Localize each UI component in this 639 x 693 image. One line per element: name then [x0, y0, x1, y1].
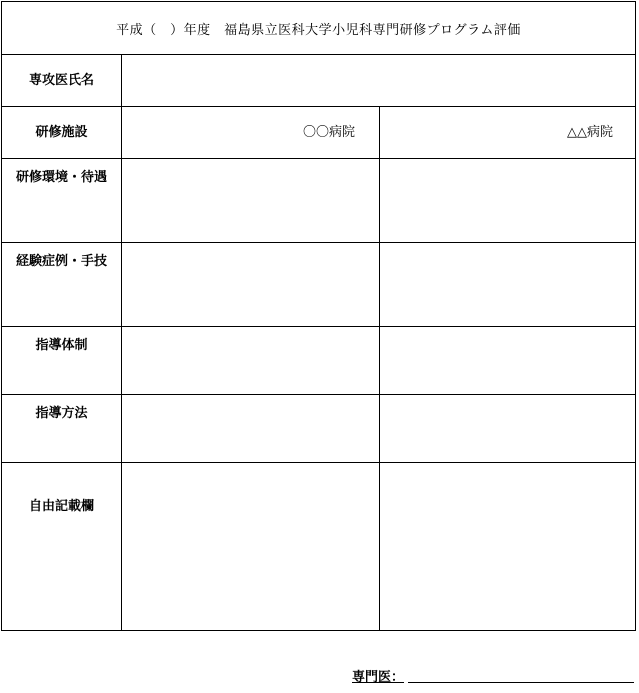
label-facility: 研修施設 — [2, 107, 122, 158]
form-title: 平成（ ）年度 福島県立医科大学小児科専門研修プログラム評価 — [2, 2, 635, 55]
environment-cell-2[interactable] — [380, 159, 635, 242]
method-cell-1[interactable] — [122, 395, 380, 462]
row-supervision — [2, 327, 635, 395]
row-facility — [2, 107, 635, 159]
row-environment — [2, 159, 635, 243]
hospital-1: 〇〇病院 — [302, 125, 355, 140]
resident-name-field[interactable] — [122, 55, 635, 106]
experience-cell-2[interactable] — [380, 243, 635, 326]
row-resident-name — [2, 55, 635, 107]
signature-line[interactable] — [408, 682, 634, 683]
facility-cell-1 — [122, 107, 380, 158]
supervision-cell-2[interactable] — [380, 327, 635, 394]
label-free-comment: 自由記載欄 — [2, 463, 122, 630]
evaluation-form — [1, 1, 636, 631]
free-comment-cell-2[interactable] — [380, 463, 635, 630]
experience-cell-1[interactable] — [122, 243, 380, 326]
label-method: 指導方法 — [2, 395, 122, 462]
label-environment: 研修環境・待遇 — [2, 159, 122, 242]
row-method — [2, 395, 635, 463]
signature-label: 専門医： — [352, 670, 405, 685]
label-experience: 経験症例・手技 — [2, 243, 122, 326]
hospital-2: △△病院 — [567, 125, 613, 140]
supervision-cell-1[interactable] — [122, 327, 380, 394]
facility-cell-2 — [380, 107, 635, 158]
label-resident-name: 専攻医氏名 — [2, 55, 122, 106]
label-supervision: 指導体制 — [2, 327, 122, 394]
free-comment-cell-1[interactable] — [122, 463, 380, 630]
row-free-comment — [2, 463, 635, 630]
environment-cell-1[interactable] — [122, 159, 380, 242]
method-cell-2[interactable] — [380, 395, 635, 462]
row-experience — [2, 243, 635, 327]
